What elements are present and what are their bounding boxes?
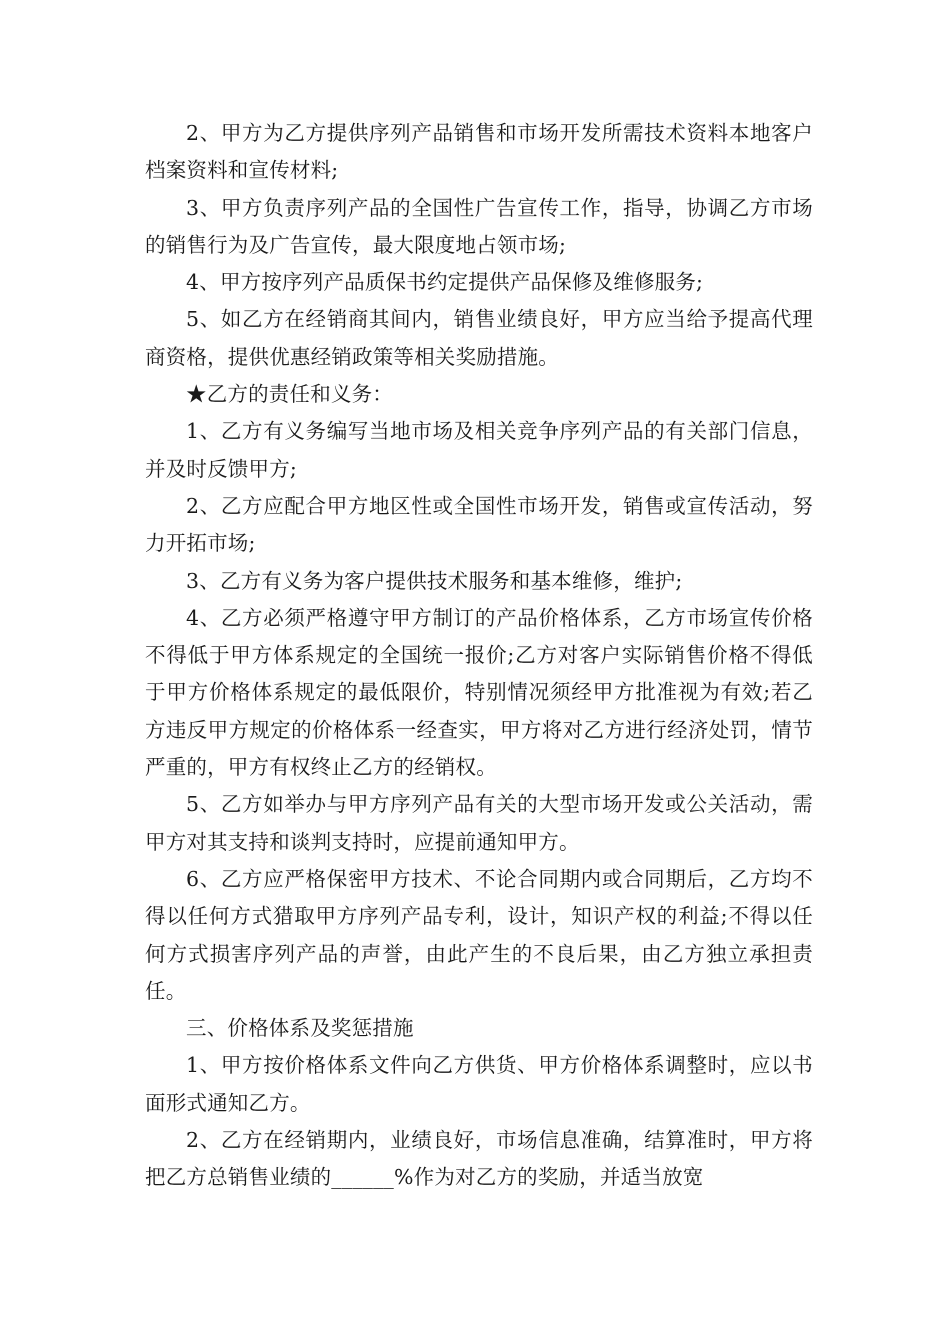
paragraph-item-3-advertising: 3、甲方负责序列产品的全国性广告宣传工作，指导，协调乙方市场的销售行为及广告宣传，最大限度地占领市场; [145, 195, 813, 257]
section-heading-price-system: 三、价格体系及奖惩措施 [186, 1016, 414, 1041]
paragraph-item-3-service: 3、乙方有义务为客户提供技术服务和基本维修，维护; [186, 568, 683, 593]
paragraph-item-4-warranty: 4、甲方按序列产品质保书约定提供产品保修及维修服务; [186, 270, 704, 295]
paragraph-item-4-pricing: 4、乙方必须严格遵守甲方制订的产品价格体系，乙方市场宣传价格不得低于甲方体系规定的全国统一报价;乙方对客户实际销售价格不得低于甲方价格体系规定的最低限价，特别情况须经甲方批准视为有效;若乙方违反甲方规定的价格体系一经查实，甲方将对乙方进行经济处罚，情节严重的，甲方有权终止乙方的经销权。 [145, 605, 813, 780]
paragraph-item-2-cooperation: 2、乙方应配合甲方地区性或全国性市场开发，销售或宣传活动，努力开拓市场; [145, 493, 813, 556]
paragraph-item-2-materials: 2、甲方为乙方提供序列产品销售和市场开发所需技术资料本地客户档案资料和宣传材料; [145, 121, 813, 183]
document-body [145, 115, 813, 1197]
paragraph-item-1-market-info: 1、乙方有义务编写当地市场及相关竞争序列产品的有关部门信息，并及时反馈甲方; [145, 419, 813, 481]
paragraph-item-5-rewards: 5、如乙方在经销商其间内，销售业绩良好，甲方应当给予提高代理商资格，提供优惠经销政策等相关奖励措施。 [145, 307, 813, 369]
paragraph-item-5-events: 5、乙方如举办与甲方序列产品有关的大型市场开发或公关活动，需甲方对其支持和谈判支持时，应提前通知甲方。 [145, 792, 813, 854]
paragraph-item-6-confidentiality: 6、乙方应严格保密甲方技术、不论合同期内或合同期后，乙方均不得以任何方式猎取甲方序列产品专利，设计，知识产权的利益;不得以任何方式损害序列产品的声誉，由此产生的不良后果，由乙方独立承担责任。 [145, 866, 813, 1003]
section-heading-party-b-duties: ★乙方的责任和义务： [186, 382, 393, 407]
paragraph-item-2-bonus: 2、乙方在经销期内，业绩良好，市场信息准确，结算准时，甲方将把乙方总销售业绩的______%作为对乙方的奖励，并适当放宽 [145, 1128, 813, 1190]
paragraph-item-1-supply: 1、甲方按价格体系文件向乙方供货、甲方价格体系调整时，应以书面形式通知乙方。 [145, 1053, 813, 1115]
